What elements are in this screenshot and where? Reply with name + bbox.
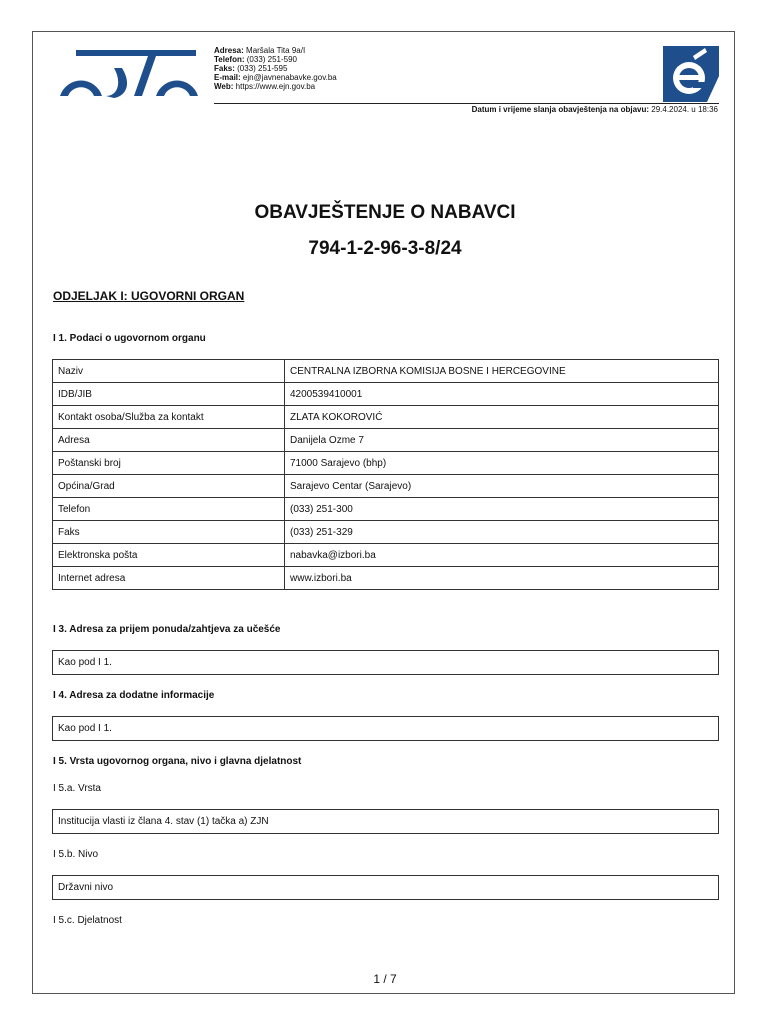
i5c-label: I 5.c. Djelatnost [53, 915, 122, 926]
submission-datetime [472, 105, 718, 114]
header-divider [214, 103, 719, 104]
field-value: www.izbori.ba [285, 567, 719, 590]
address-label: Adresa: [214, 46, 244, 55]
field-label: Adresa [53, 429, 285, 452]
table-row [53, 429, 719, 452]
table-row [53, 360, 719, 383]
fax-label: Faks: [214, 64, 235, 73]
datetime-label: Datum i vrijeme slanja obavještenja na objavu: [471, 105, 650, 114]
i5a-value-box: Institucija vlasti iz člana 4. stav (1) tačka a) ZJN [52, 809, 719, 834]
field-label: Faks [53, 521, 285, 544]
field-value: (033) 251-300 [285, 498, 719, 521]
table-row [53, 521, 719, 544]
field-value: CENTRALNA IZBORNA KOMISIJA BOSNE I HERCEGOVINE [285, 360, 719, 383]
field-value: ZLATA KOKOROVIĆ [285, 406, 719, 429]
field-value: 71000 Sarajevo (bhp) [285, 452, 719, 475]
field-label: IDB/JIB [53, 383, 285, 406]
field-value: Sarajevo Centar (Sarajevo) [285, 475, 719, 498]
table-row [53, 498, 719, 521]
email-value: ejn@javnenabavke.gov.ba [242, 73, 337, 82]
contracting-authority-table [52, 359, 719, 590]
field-label: Internet adresa [53, 567, 285, 590]
issuer-contact-block [214, 46, 337, 91]
field-value: (033) 251-329 [285, 521, 719, 544]
address-value: Maršala Tita 9a/I [246, 46, 306, 55]
table-row [53, 452, 719, 475]
fax-value: (033) 251-595 [237, 64, 288, 73]
ejn-wordmark-logo [56, 46, 202, 98]
i5b-label: I 5.b. Nivo [53, 849, 99, 860]
field-label: Poštanski broj [53, 452, 285, 475]
i5-heading: I 5. Vrsta ugovornog organa, nivo i glavna djelatnost [53, 756, 302, 767]
web-label: Web: [214, 82, 234, 91]
i1-heading: I 1. Podaci o ugovornom organu [53, 333, 206, 344]
field-value: Danijela Ozme 7 [285, 429, 719, 452]
field-label: Naziv [53, 360, 285, 383]
section-heading: ODJELJAK I: UGOVORNI ORGAN [53, 289, 245, 303]
email-label: E-mail: [214, 73, 241, 82]
i4-heading: I 4. Adresa za dodatne informacije [53, 690, 215, 701]
table-row [53, 475, 719, 498]
i5a-label: I 5.a. Vrsta [53, 783, 101, 794]
field-label: Telefon [53, 498, 285, 521]
i3-heading: I 3. Adresa za prijem ponuda/zahtjeva za učešće [53, 624, 281, 635]
field-label: Elektronska pošta [53, 544, 285, 567]
field-value: 4200539410001 [285, 383, 719, 406]
datetime-value: 29.4.2024. u 18:36 [651, 105, 718, 114]
field-label: Kontakt osoba/Služba za kontakt [53, 406, 285, 429]
phone-value: (033) 251-590 [246, 55, 298, 64]
e-logo-icon [663, 46, 719, 102]
phone-label: Telefon: [214, 55, 245, 64]
document-title: OBAVJEŠTENJE O NABAVCI [254, 202, 516, 223]
i5b-value-box: Državni nivo [52, 875, 719, 900]
field-label: Općina/Grad [53, 475, 285, 498]
table-row [53, 544, 719, 567]
field-value: nabavka@izbori.ba [285, 544, 719, 567]
i3-value-box: Kao pod I 1. [52, 650, 719, 675]
i4-value-box: Kao pod I 1. [52, 716, 719, 741]
table-row [53, 567, 719, 590]
web-value: https://www.ejn.gov.ba [235, 82, 316, 91]
notice-number: 794-1-2-96-3-8/24 [308, 238, 462, 259]
table-row [53, 406, 719, 429]
table-row [53, 383, 719, 406]
page-number: 1 / 7 [373, 972, 397, 986]
